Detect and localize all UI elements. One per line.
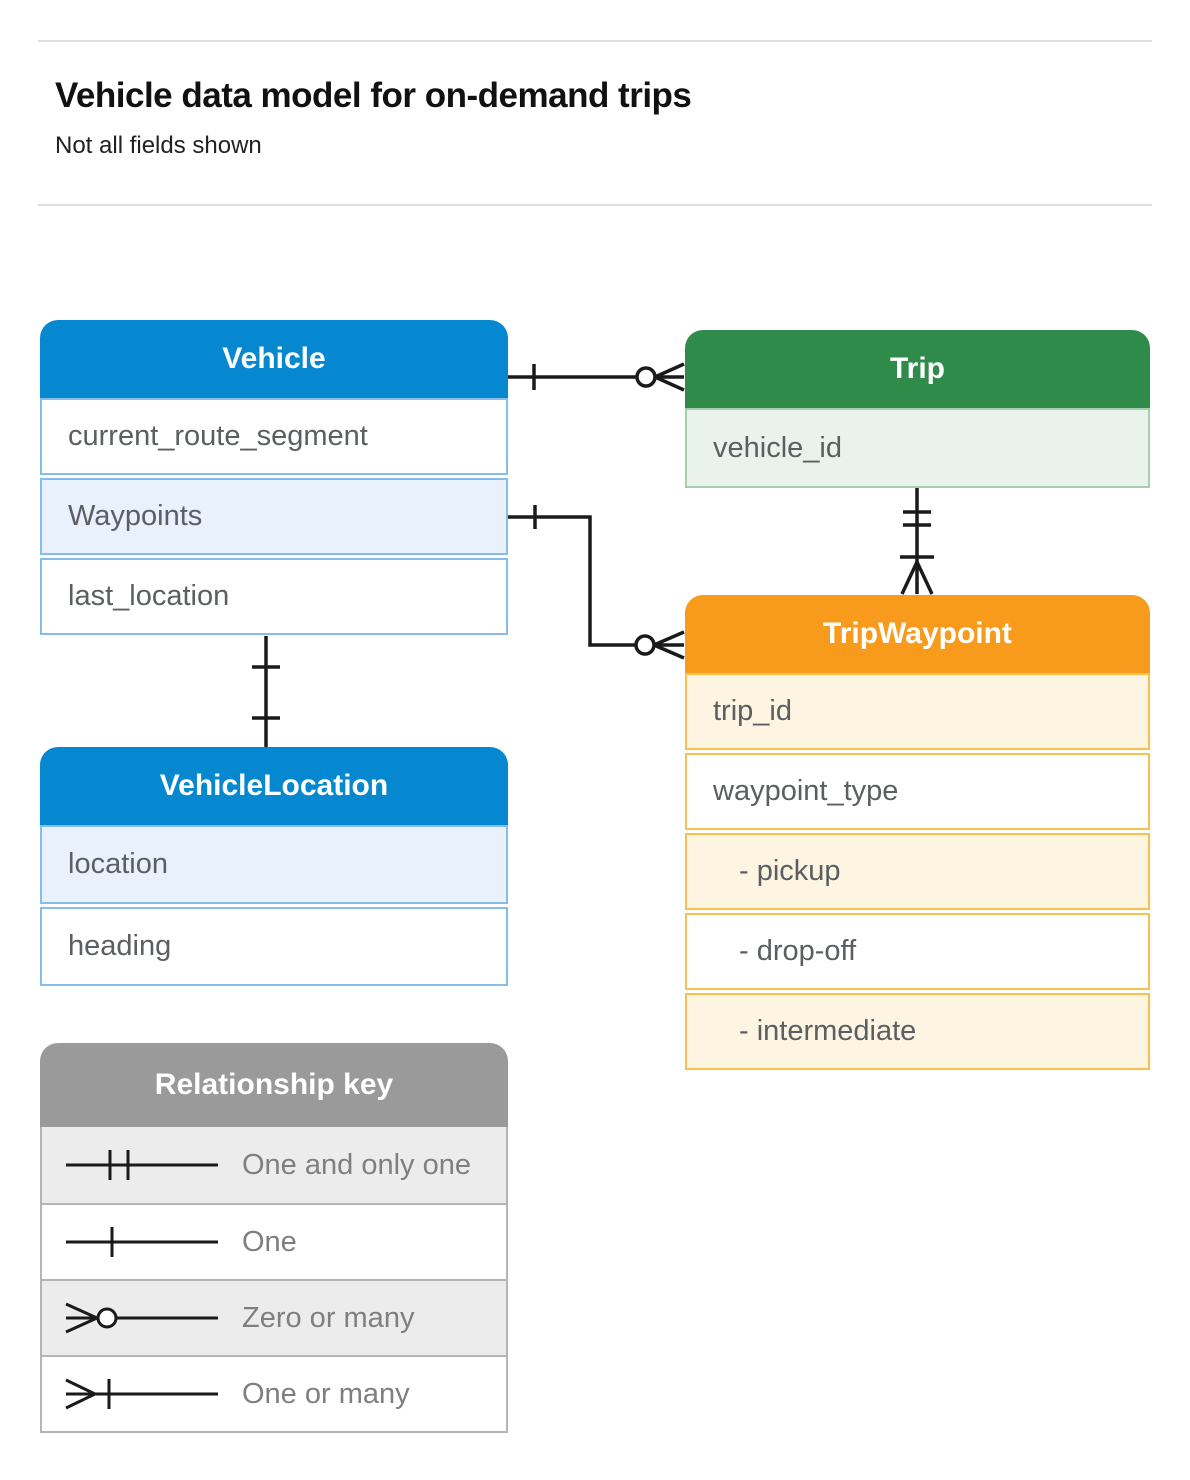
legend-item-one-or-many bbox=[42, 1355, 506, 1431]
legend-rows bbox=[40, 1127, 508, 1433]
page-subtitle: Not all fields shown bbox=[55, 132, 262, 159]
field-row bbox=[40, 907, 508, 986]
entity-table-trip bbox=[685, 330, 1150, 488]
legend-item-label: One bbox=[242, 1225, 297, 1258]
field-row bbox=[40, 398, 508, 475]
divider-subtitle bbox=[38, 204, 1152, 206]
one-icon bbox=[42, 1220, 242, 1264]
legend-item-one bbox=[42, 1203, 506, 1279]
entity-fields bbox=[685, 408, 1150, 488]
field-row bbox=[685, 408, 1150, 488]
entity-title: Trip bbox=[889, 352, 945, 385]
relationship-key bbox=[40, 1043, 508, 1433]
entity-table-vehiclelocation bbox=[40, 747, 508, 986]
field-label: - drop-off bbox=[739, 935, 857, 967]
entity-header bbox=[40, 747, 508, 825]
entity-header bbox=[40, 320, 508, 398]
field-label: location bbox=[68, 848, 168, 880]
zero-or-many-icon bbox=[42, 1296, 242, 1340]
entity-fields bbox=[685, 673, 1150, 1070]
field-label: Waypoints bbox=[68, 500, 203, 532]
connector-vehicle-trip bbox=[508, 364, 684, 390]
field-label: - pickup bbox=[739, 855, 841, 887]
field-row bbox=[685, 913, 1150, 990]
connector-trip-tripwaypoint bbox=[900, 488, 934, 594]
entity-header bbox=[685, 595, 1150, 673]
field-label: waypoint_type bbox=[713, 775, 899, 807]
legend-item-label: Zero or many bbox=[242, 1301, 415, 1334]
entity-header bbox=[685, 330, 1150, 408]
entity-title: VehicleLocation bbox=[159, 769, 389, 802]
entity-table-tripwaypoint bbox=[685, 595, 1150, 1070]
field-row bbox=[685, 833, 1150, 910]
field-label: - intermediate bbox=[739, 1015, 917, 1047]
field-row bbox=[685, 673, 1150, 750]
field-row bbox=[40, 558, 508, 635]
entity-fields bbox=[40, 398, 508, 635]
legend-item-label: One or many bbox=[242, 1377, 410, 1410]
divider-top bbox=[38, 40, 1152, 42]
field-row bbox=[685, 753, 1150, 830]
one-and-only-one-icon bbox=[42, 1143, 242, 1187]
entity-fields bbox=[40, 825, 508, 986]
legend-item-label: One and only one bbox=[242, 1148, 471, 1181]
page-title: Vehicle data model for on-demand trips bbox=[55, 76, 692, 115]
legend-item-one-and-only-one bbox=[42, 1127, 506, 1203]
field-row bbox=[685, 993, 1150, 1070]
entity-title: Vehicle bbox=[222, 342, 326, 375]
one-or-many-icon bbox=[42, 1372, 242, 1416]
field-label: heading bbox=[68, 930, 172, 962]
legend-item-zero-or-many bbox=[42, 1279, 506, 1355]
entity-title: TripWaypoint bbox=[823, 617, 1012, 650]
entity-table-vehicle bbox=[40, 320, 508, 635]
field-row bbox=[40, 825, 508, 904]
field-label: current_route_segment bbox=[68, 420, 368, 452]
connector-waypoints-tripwaypoint bbox=[508, 505, 684, 658]
field-row bbox=[40, 478, 508, 555]
legend-header bbox=[40, 1043, 508, 1127]
field-label: vehicle_id bbox=[713, 431, 842, 464]
legend-title: Relationship key bbox=[154, 1068, 394, 1101]
field-label: last_location bbox=[68, 580, 230, 612]
field-label: trip_id bbox=[713, 695, 792, 727]
connector-vehicle-vehiclelocation bbox=[252, 636, 280, 747]
